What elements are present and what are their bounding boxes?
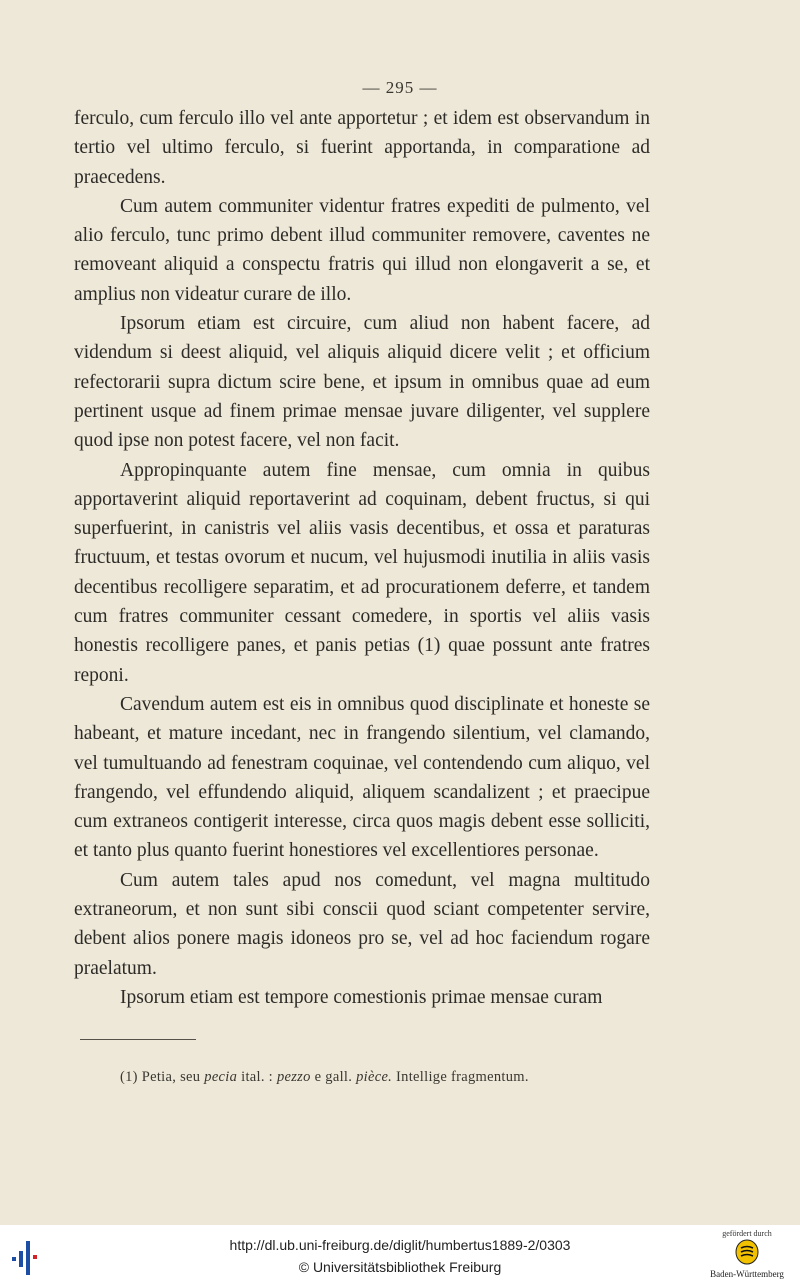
- copyright-notice: © Universitätsbibliothek Freiburg: [298, 1259, 502, 1275]
- footnote: [120, 1069, 680, 1086]
- paragraph-4: Appropinquante autem fine mensae, cum omnia in quibus apportaverint aliquid reportaverint ad coquinam, debent fructus, si qui superfuerint, in canistris vel aliis vasis decentibus, et ossa et paraturas fructuum, et testas ovorum et nucum, vel hujusmodi inutilia in aliis vasis decentibus recolligere separatim, et ad procurationem deferre, et tandem cum fratres communiter cessant comedere, in sportis vel aliis vasis honestis recolligere panes, et panis petias (1) quae possunt ante fratres reponi.: [74, 459, 650, 686]
- paragraph-3: Ipsorum etiam est circuire, cum aliud non habent facere, ad videndum si deest aliquid, vel aliquis aliquid dicere velit ; et officium refectorarii supra dictum scire bene, et ipsum in omnibus quae ad eum pertinent usque ad finem primae mensae juvare diligenter, vel supplere quod ipse non potest facere, vel non facit.: [74, 313, 650, 452]
- paragraph-6: Cum autem tales apud nos comedunt, vel magna multitudo extraneorum, et non sunt sibi conscii quod sciant competenter servire, debent alios ponere magis idoneos pro se, vel ad hoc faciendum rogare praelatum.: [74, 869, 650, 979]
- footnote-text: Petia, seu: [141, 1069, 201, 1085]
- sponsor-badge: [704, 1229, 790, 1279]
- footnote-term: pezzo: [276, 1069, 311, 1085]
- paragraph-5: Cavendum autem est eis in omnibus quod disciplinate et honeste se habeant, et mature incedant, nec in frangendo silentium, vel clamando, vel tumultuando ad fenestram coquinae, vel contendendo cum aliquo, vel frangendo, vel effundendo aliquid, aliquem scandalizent ; et praecipue cum extraneos contigerit interesse, circa quos magis debent esse solliciti, et tanto plus quanto fuerint honestiores vel excellentiores personae.: [74, 693, 650, 862]
- paragraph-1: ferculo, cum ferculo illo vel ante apportetur ; et idem est observandum in tertio vel ultimo ferculo, si fuerint apportanda, in comparatione ad praecedens.: [74, 108, 650, 188]
- footnote-term: pecia: [204, 1069, 238, 1085]
- page-number: — 295 —: [362, 78, 438, 97]
- state-seal-icon: [735, 1239, 759, 1265]
- viewer-footer: [0, 1225, 800, 1282]
- sponsor-caption: gefördert durch: [722, 1229, 772, 1238]
- body-text: [74, 104, 650, 1012]
- footnote-term: pièce.: [356, 1069, 393, 1085]
- paragraph-7: Ipsorum etiam est tempore comestionis primae mensae curam: [120, 986, 603, 1008]
- permalink-url[interactable]: http://dl.ub.uni-freiburg.de/diglit/humbertus1889-2/0303: [229, 1237, 571, 1253]
- footnote-divider: [80, 1039, 196, 1040]
- paragraph-2: Cum autem communiter videntur fratres expediti de pulmento, vel alio ferculo, tunc primo debent illud communiter removere, caventes ne removeant aliquid a conspectu fratris qui illud non elongaverit a se, et amplius non videatur curare de illo.: [74, 195, 650, 305]
- footnote-text: Intellige fragmentum.: [396, 1069, 529, 1085]
- sponsor-name: Baden-Württemberg: [710, 1269, 784, 1279]
- footnote-text: ital. :: [241, 1069, 274, 1085]
- footnote-marker: (1): [120, 1069, 138, 1085]
- footnote-text: e gall.: [314, 1069, 353, 1085]
